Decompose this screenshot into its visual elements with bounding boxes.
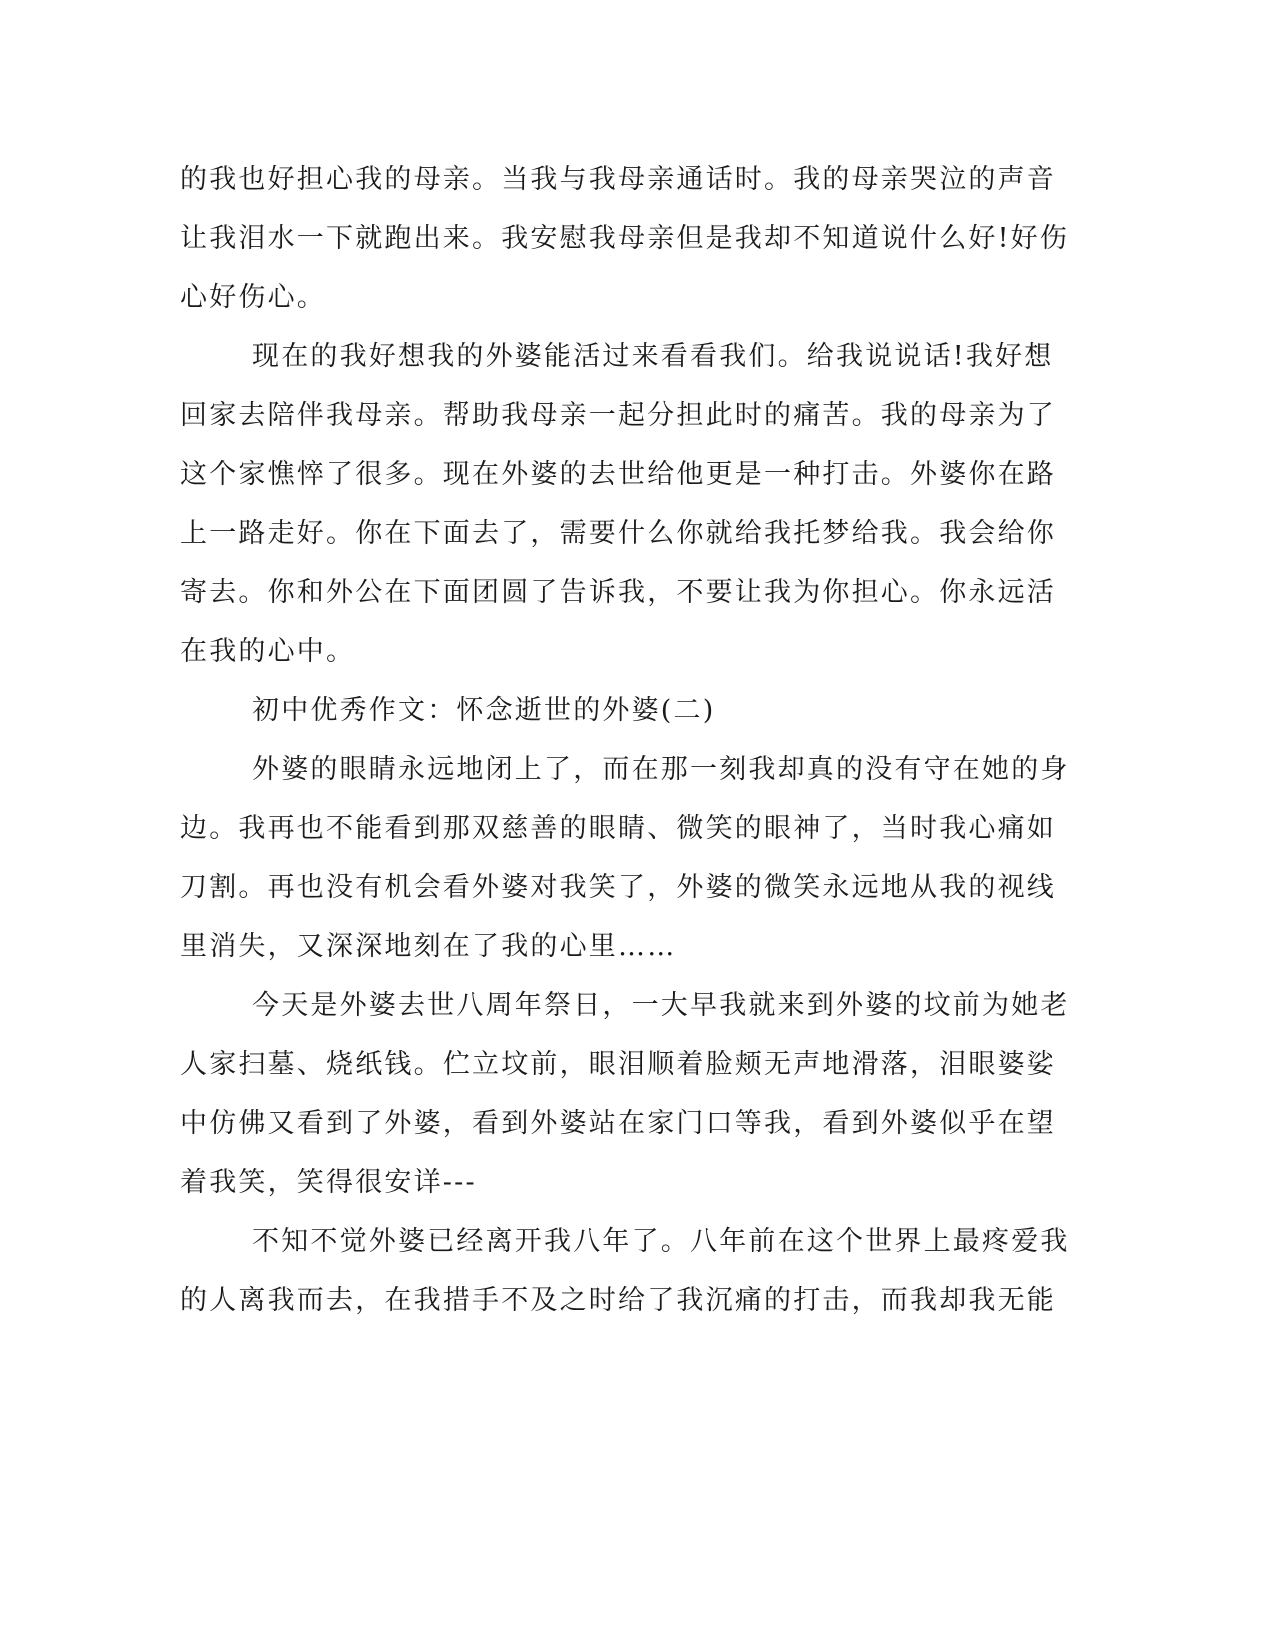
text-line: 这个家憔悴了很多。现在外婆的去世给他更是一种打击。外婆你在路 [180, 459, 1056, 490]
text-line: 人家扫墓、烧纸钱。伫立坟前，眼泪顺着脸颊无声地滑落，泪眼婆娑 [180, 1049, 1056, 1080]
text-line: 让我泪水一下就跑出来。我安慰我母亲但是我却不知道说什么好!好伤 [180, 223, 1070, 254]
text-line: 不知不觉外婆已经离开我八年了。八年前在这个世界上最疼爱我 [252, 1226, 1070, 1257]
text-line: 刀割。再也没有机会看外婆对我笑了，外婆的微笑永远地从我的视线 [180, 872, 1056, 903]
text-line: 的我也好担心我的母亲。当我与我母亲通话时。我的母亲哭泣的声音 [180, 164, 1056, 195]
text-line: 回家去陪伴我母亲。帮助我母亲一起分担此时的痛苦。我的母亲为了 [180, 400, 1056, 431]
text-line: 边。我再也不能看到那双慈善的眼睛、微笑的眼神了，当时我心痛如 [180, 813, 1056, 844]
text-line: 现在的我好想我的外婆能活过来看看我们。给我说说话!我好想 [252, 341, 1054, 372]
text-line: 在我的心中。 [180, 636, 356, 667]
text-line: 上一路走好。你在下面去了，需要什么你就给我托梦给我。我会给你 [180, 518, 1056, 549]
text-line: 外婆的眼睛永远地闭上了，而在那一刻我却真的没有守在她的身 [252, 754, 1070, 785]
section-heading: 初中优秀作文：怀念逝世的外婆(二) [252, 695, 716, 726]
text-line: 心好伤心。 [180, 282, 326, 313]
text-line: 着我笑，笑得很安详--- [180, 1167, 477, 1198]
text-line: 的人离我而去，在我措手不及之时给了我沉痛的打击，而我却我无能 [180, 1285, 1056, 1316]
text-line: 中仿佛又看到了外婆，看到外婆站在家门口等我，看到外婆似乎在望 [180, 1108, 1056, 1139]
text-line: 里消失，又深深地刻在了我的心里…… [180, 931, 677, 962]
text-line: 今天是外婆去世八周年祭日，一大早我就来到外婆的坟前为她老 [252, 990, 1070, 1021]
text-line: 寄去。你和外公在下面团圆了告诉我，不要让我为你担心。你永远活 [180, 577, 1056, 608]
